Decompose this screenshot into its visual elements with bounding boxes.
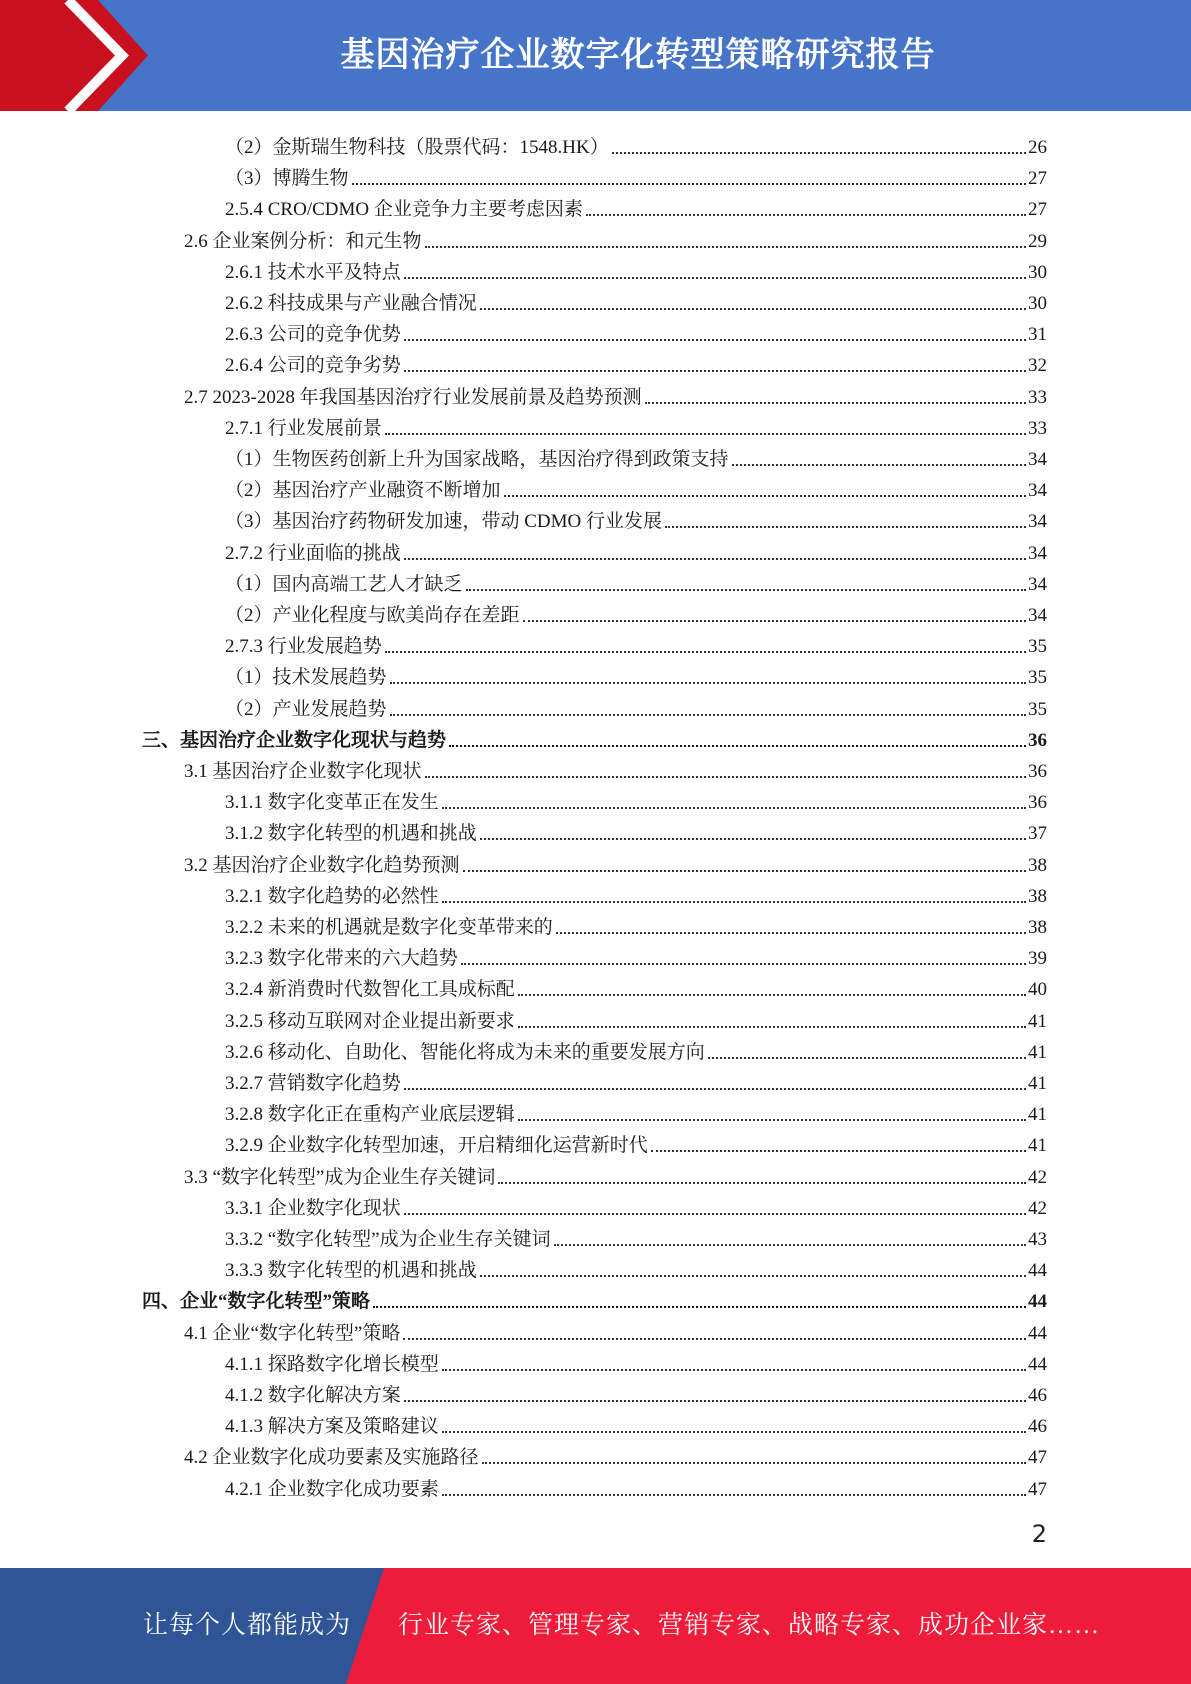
toc-dot-leader xyxy=(498,1182,1026,1184)
toc-entry-title: 2.7.3 行业发展趋势 xyxy=(225,636,382,658)
toc-entry[interactable] xyxy=(225,315,1047,346)
toc-entry-page: 40 xyxy=(1028,979,1047,1001)
toc-entry-page: 30 xyxy=(1028,293,1047,314)
toc-entry-title: 3.2.3 数字化带来的六大趋势 xyxy=(225,948,458,970)
toc-entry-title: （2）基因治疗产业融资不断增加 xyxy=(225,480,501,502)
toc-entry[interactable] xyxy=(184,1438,1047,1469)
toc-entry-page: 47 xyxy=(1028,1478,1047,1500)
toc-entry-page: 27 xyxy=(1028,199,1047,221)
toc-entry-title: 2.7 2023-2028 年我国基因治疗行业发展前景及趋势预测 xyxy=(184,386,642,408)
toc-dot-leader xyxy=(404,277,1026,279)
toc-entry-page: 46 xyxy=(1028,1385,1047,1406)
toc-entry-title: 4.2.1 企业数字化成功要素 xyxy=(225,1478,439,1500)
toc-entry-page: 35 xyxy=(1028,698,1047,720)
toc-entry[interactable] xyxy=(225,565,1047,596)
toc-dot-leader xyxy=(404,1213,1026,1215)
toc-entry-page: 34 xyxy=(1028,542,1047,564)
toc-entry-page: 38 xyxy=(1028,854,1047,876)
toc-entry[interactable] xyxy=(225,1095,1047,1126)
toc-entry-title: 2.6.2 科技成果与产业融合情况 xyxy=(225,293,477,314)
toc-entry-title: 3.1.2 数字化转型的机遇和挑战 xyxy=(225,823,477,845)
toc-entry-page: 41 xyxy=(1028,1073,1047,1094)
toc-entry-page: 42 xyxy=(1028,1166,1047,1188)
toc-dot-leader xyxy=(442,1431,1026,1433)
toc-entry-page: 34 xyxy=(1028,511,1047,533)
toc-dot-leader xyxy=(385,433,1026,435)
toc-entry-title: （2）产业化程度与欧美尚存在差距 xyxy=(225,605,520,626)
toc-entry[interactable] xyxy=(225,783,1047,814)
footer-slogan-right: 行业专家、管理专家、营销专家、战略专家、成功企业家…… xyxy=(398,1612,1101,1639)
toc-dot-leader xyxy=(651,1150,1026,1152)
toc-entry[interactable] xyxy=(225,877,1047,908)
toc-entry-title: 2.5.4 CRO/CDMO 企业竞争力主要考虑因素 xyxy=(225,199,583,221)
toc-entry-page: 35 xyxy=(1028,667,1047,689)
toc-entry-page: 47 xyxy=(1028,1447,1047,1469)
toc-dot-leader xyxy=(385,651,1026,653)
toc-dot-leader xyxy=(612,152,1026,154)
toc-entry[interactable] xyxy=(225,1376,1047,1407)
toc-entry-title: 3.3 “数字化转型”成为企业生存关键词 xyxy=(184,1166,496,1188)
toc-entry-title: 4.1.2 数字化解决方案 xyxy=(225,1385,401,1406)
toc-dot-leader xyxy=(482,1462,1026,1464)
toc-entry-title: 2.7.2 行业面临的挑战 xyxy=(225,542,401,564)
toc-entry-page: 38 xyxy=(1028,917,1047,938)
toc-entry[interactable] xyxy=(225,596,1047,627)
toc-dot-leader xyxy=(556,932,1026,934)
toc-entry[interactable] xyxy=(225,658,1047,689)
toc-entry-page: 29 xyxy=(1028,230,1047,252)
toc-entry-title: 3.1 基因治疗企业数字化现状 xyxy=(184,761,422,782)
toc-entry-title: 2.6 企业案例分析：和元生物 xyxy=(184,230,422,252)
toc-dot-leader xyxy=(442,1369,1026,1371)
toc-entry-title: 3.3.2 “数字化转型”成为企业生存关键词 xyxy=(225,1229,551,1250)
toc-dot-leader xyxy=(466,589,1026,591)
toc-dot-leader xyxy=(518,994,1026,996)
toc-entry-page: 41 xyxy=(1028,1104,1047,1126)
toc-entry-title: 4.1.3 解决方案及策略建议 xyxy=(225,1416,439,1438)
toc-entry[interactable] xyxy=(225,690,1047,721)
toc-dot-leader xyxy=(373,1306,1026,1308)
toc-entry-title: 3.2.5 移动互联网对企业提出新要求 xyxy=(225,1010,515,1032)
toc-entry-title: （3）基因治疗药物研发加速，带动 CDMO 行业发展 xyxy=(225,511,663,533)
toc-dot-leader xyxy=(480,308,1026,310)
toc-entry[interactable] xyxy=(225,1002,1047,1033)
toc-entry-page: 34 xyxy=(1028,449,1047,470)
toc-entry[interactable] xyxy=(225,253,1047,284)
toc-entry[interactable] xyxy=(225,1126,1047,1157)
toc-dot-leader xyxy=(554,1244,1026,1246)
toc-entry-title: 三、基因治疗企业数字化现状与趋势 xyxy=(142,729,447,751)
toc-entry-title: 3.2.7 营销数字化趋势 xyxy=(225,1073,401,1094)
toc-entry[interactable] xyxy=(184,1314,1047,1345)
toc-entry-page: 44 xyxy=(1028,1260,1047,1282)
toc-entry-title: （1）国内高端工艺人才缺乏 xyxy=(225,573,463,595)
toc-entry-title: （2）产业发展趋势 xyxy=(225,698,387,720)
toc-dot-leader xyxy=(442,807,1026,809)
toc-dot-leader xyxy=(404,370,1026,372)
toc-entry[interactable] xyxy=(184,222,1047,253)
toc-entry[interactable] xyxy=(184,846,1047,877)
toc-dot-leader xyxy=(480,1275,1026,1277)
toc-dot-leader xyxy=(442,1494,1026,1496)
toc-entry-page: 36 xyxy=(1028,792,1047,814)
toc-entry[interactable] xyxy=(225,190,1047,221)
toc-entry[interactable] xyxy=(184,378,1047,409)
toc-dot-leader xyxy=(732,464,1026,466)
toc-entry[interactable] xyxy=(225,1189,1047,1220)
toc-entry-title: 2.7.1 行业发展前景 xyxy=(225,417,382,439)
toc-entry-page: 41 xyxy=(1028,1010,1047,1032)
toc-entry-page: 39 xyxy=(1028,948,1047,970)
toc-entry-page: 44 xyxy=(1028,1291,1047,1313)
toc-dot-leader xyxy=(352,183,1026,185)
toc-entry-page: 31 xyxy=(1028,324,1047,346)
toc-dot-leader xyxy=(708,1057,1026,1059)
toc-entry[interactable] xyxy=(225,128,1047,159)
toc-entry-title: 3.2 基因治疗企业数字化趋势预测 xyxy=(184,854,460,876)
toc-entry[interactable] xyxy=(225,1470,1047,1501)
toc-dot-leader xyxy=(586,214,1026,216)
toc-entry-title: 2.6.4 公司的竞争劣势 xyxy=(225,355,401,377)
toc-entry[interactable] xyxy=(225,471,1047,502)
toc-entry-page: 33 xyxy=(1028,386,1047,408)
toc-entry[interactable] xyxy=(225,939,1047,970)
toc-entry-title: （1）技术发展趋势 xyxy=(225,667,387,689)
toc-dot-leader xyxy=(645,402,1026,404)
toc-dot-leader xyxy=(523,620,1026,622)
toc-entry-title: 3.1.1 数字化变革正在发生 xyxy=(225,792,439,814)
report-title: 基因治疗企业数字化转型策略研究报告 xyxy=(340,35,936,75)
toc-entry[interactable] xyxy=(225,534,1047,565)
toc-entry-page: 30 xyxy=(1028,261,1047,283)
toc-dot-leader xyxy=(425,246,1026,248)
toc-dot-leader xyxy=(404,558,1026,560)
toc-entry-title: 3.2.6 移动化、自助化、智能化将成为未来的重要发展方向 xyxy=(225,1041,705,1063)
toc-entry[interactable] xyxy=(225,908,1047,939)
toc-entry-page: 35 xyxy=(1028,636,1047,658)
toc-dot-leader xyxy=(404,1088,1026,1090)
toc-entry[interactable] xyxy=(225,1345,1047,1376)
toc-entry-page: 41 xyxy=(1028,1041,1047,1063)
toc-entry-title: （2）金斯瑞生物科技（股票代码：1548.HK） xyxy=(225,137,609,158)
toc-entry[interactable] xyxy=(225,1251,1047,1282)
toc-dot-leader xyxy=(463,870,1026,872)
toc-entry[interactable] xyxy=(225,159,1047,190)
toc-dot-leader xyxy=(518,1026,1026,1028)
toc-entry[interactable] xyxy=(225,1407,1047,1438)
toc-entry-page: 37 xyxy=(1028,823,1047,845)
toc-dot-leader xyxy=(390,714,1026,716)
toc-entry-title: 2.6.3 公司的竞争优势 xyxy=(225,324,401,346)
toc-entry[interactable] xyxy=(225,1220,1047,1251)
toc-entry-title: 3.3.3 数字化转型的机遇和挑战 xyxy=(225,1260,477,1282)
toc-entry[interactable] xyxy=(142,721,1047,752)
toc-entry[interactable] xyxy=(225,346,1047,377)
toc-entry[interactable] xyxy=(225,502,1047,533)
toc-entry-page: 36 xyxy=(1028,729,1047,751)
toc-entry-title: 四、企业“数字化转型”策略 xyxy=(142,1291,371,1313)
toc-entry-page: 41 xyxy=(1028,1135,1047,1157)
toc-entry[interactable] xyxy=(225,1033,1047,1064)
toc-entry[interactable] xyxy=(225,440,1047,471)
footer-slogan-left: 让每个人都能成为 xyxy=(143,1612,352,1639)
page-footer xyxy=(0,1568,1191,1684)
toc-entry-title: 3.2.4 新消费时代数智化工具成标配 xyxy=(225,979,515,1001)
toc-entry-title: 4.1 企业“数字化转型”策略 xyxy=(184,1322,401,1344)
toc-entry-page: 46 xyxy=(1028,1416,1047,1438)
toc-entry-page: 42 xyxy=(1028,1197,1047,1219)
toc-entry-page: 44 xyxy=(1028,1322,1047,1344)
toc-dot-leader xyxy=(425,776,1026,778)
toc-entry-title: 3.2.2 未来的机遇就是数字化变革带来的 xyxy=(225,917,553,938)
toc-dot-leader xyxy=(518,1119,1026,1121)
toc-dot-leader xyxy=(480,838,1026,840)
toc-entry[interactable] xyxy=(225,1064,1047,1095)
toc-entry-page: 34 xyxy=(1028,605,1047,626)
toc-entry[interactable] xyxy=(184,1158,1047,1189)
toc-entry-page: 38 xyxy=(1028,885,1047,907)
toc-entry-title: 2.6.1 技术水平及特点 xyxy=(225,261,401,283)
toc-entry-page: 36 xyxy=(1028,761,1047,782)
toc-entry-page: 33 xyxy=(1028,417,1047,439)
toc-entry-page: 32 xyxy=(1028,355,1047,377)
toc-entry-title: 3.2.9 企业数字化转型加速，开启精细化运营新时代 xyxy=(225,1135,648,1157)
toc-entry-page: 26 xyxy=(1028,137,1047,158)
toc-entry[interactable] xyxy=(225,409,1047,440)
toc-entry[interactable] xyxy=(142,1282,1047,1313)
toc-entry-title: 3.3.1 企业数字化现状 xyxy=(225,1197,401,1219)
toc-entry-page: 34 xyxy=(1028,573,1047,595)
page-header xyxy=(0,0,1191,111)
toc-entry-title: 3.2.8 数字化正在重构产业底层逻辑 xyxy=(225,1104,515,1126)
toc-entry[interactable] xyxy=(225,284,1047,315)
toc-dot-leader xyxy=(461,963,1026,965)
toc-entry-page: 43 xyxy=(1028,1229,1047,1250)
toc-entry-title: 4.1.1 探路数字化增长模型 xyxy=(225,1353,439,1375)
toc-dot-leader xyxy=(390,682,1026,684)
toc-entry[interactable] xyxy=(184,752,1047,783)
toc-dot-leader xyxy=(403,1338,1026,1340)
toc-dot-leader xyxy=(665,526,1026,528)
toc-entry-title: 3.2.1 数字化趋势的必然性 xyxy=(225,885,439,907)
toc-dot-leader xyxy=(442,901,1026,903)
page-number: 2 xyxy=(1031,1520,1047,1548)
toc-entry[interactable] xyxy=(225,814,1047,845)
toc-dot-leader xyxy=(404,339,1026,341)
toc-entry-title: （1）生物医药创新上升为国家战略，基因治疗得到政策支持 xyxy=(225,449,729,470)
toc-dot-leader xyxy=(404,1400,1026,1402)
toc-entry-page: 44 xyxy=(1028,1353,1047,1375)
toc-entry-title: 4.2 企业数字化成功要素及实施路径 xyxy=(184,1447,479,1469)
toc-entry[interactable] xyxy=(225,627,1047,658)
toc-entry-page: 27 xyxy=(1028,168,1047,190)
toc-dot-leader xyxy=(449,745,1026,747)
toc-entry[interactable] xyxy=(225,970,1047,1001)
toc-entry-page: 34 xyxy=(1028,480,1047,502)
toc-dot-leader xyxy=(504,495,1026,497)
toc-entry-title: （3）博腾生物 xyxy=(225,168,349,190)
